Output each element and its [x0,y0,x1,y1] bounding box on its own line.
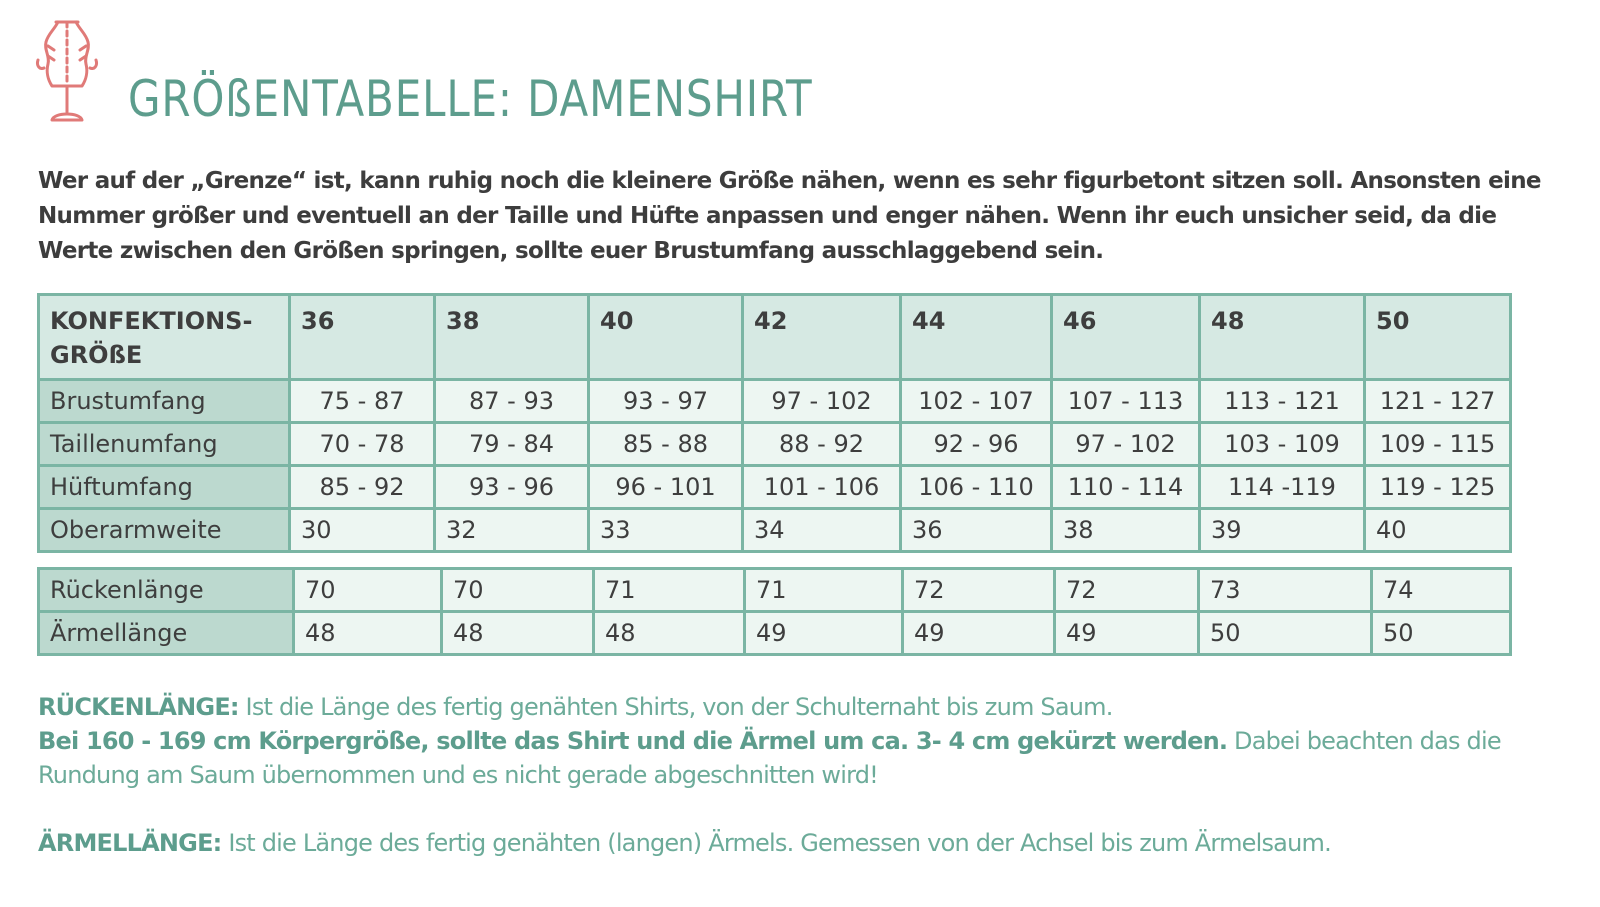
table-cell: 119 - 125 [1365,466,1511,509]
table-cell: 106 - 110 [901,466,1052,509]
note-text: Ist die Länge des fertig genähten (langen) Ärmels. Gemessen von der Achsel bis zum Ärmelsaum. [221,829,1331,857]
table-cell: 71 [594,569,745,612]
table-cell: 34 [743,509,901,552]
size-header-row [39,295,1511,380]
table-cell: 75 - 87 [290,380,435,423]
table-cell: 97 - 102 [1052,423,1200,466]
table-cell: 109 - 115 [1365,423,1511,466]
length-table [37,567,1512,656]
table-cell: 74 [1372,569,1511,612]
note-label: ÄRMELLÄNGE: [38,829,222,857]
table-cell: 102 - 107 [901,380,1052,423]
size-header-label: KONFEKTIONS- GRÖßE [39,295,290,380]
table-cell: 48 [594,612,745,655]
table-cell: 36 [901,509,1052,552]
table-cell: 93 - 97 [589,380,743,423]
table-cell: 48 [294,612,442,655]
table-cell: 93 - 96 [435,466,589,509]
table-cell: 48 [442,612,594,655]
note-koerpergroesse [38,724,1548,792]
table-cell: 70 - 78 [290,423,435,466]
table-cell: 121 - 127 [1365,380,1511,423]
dress-form-icon [34,16,100,128]
table-cell: 85 - 88 [589,423,743,466]
table-row [39,509,1511,552]
table-cell: 30 [290,509,435,552]
note-label: RÜCKENLÄNGE: [38,693,239,721]
table-cell: 73 [1199,569,1372,612]
row-label: Oberarmweite [39,509,290,552]
intro-paragraph: Wer auf der „Grenze“ ist, kann ruhig noch die kleinere Größe nähen, wenn es sehr figurbetont sitzen soll. Ansonsten eine Nummer größer und eventuell an der Taille und Hüfte anpassen und enger nähen. Wenn ihr euch unsicher seid, da die Werte zwischen den Größen springen, sollte euer Brustumfang ausschlaggebend sein. [38,168,1541,264]
table-cell: 40 [1365,509,1511,552]
table-row [39,466,1511,509]
size-header: 38 [435,295,589,380]
row-label: Hüftumfang [39,466,290,509]
size-header: 42 [743,295,901,380]
table-cell: 88 - 92 [743,423,901,466]
size-header: 44 [901,295,1052,380]
row-label: Brustumfang [39,380,290,423]
table-cell: 49 [745,612,903,655]
table-cell: 33 [589,509,743,552]
row-label: Taillenumfang [39,423,290,466]
table-cell: 70 [294,569,442,612]
table-cell: 70 [442,569,594,612]
note-aermellaenge [38,826,1548,860]
table-row [39,380,1511,423]
table-cell: 101 - 106 [743,466,901,509]
table-cell: 113 - 121 [1200,380,1365,423]
table-cell: 103 - 109 [1200,423,1365,466]
size-header: 50 [1365,295,1511,380]
row-label: Rückenlänge [39,569,294,612]
table-cell: 96 - 101 [589,466,743,509]
table-cell: 110 - 114 [1052,466,1200,509]
table-row [39,569,1511,612]
table-cell: 97 - 102 [743,380,901,423]
table-cell: 85 - 92 [290,466,435,509]
size-header: 36 [290,295,435,380]
table-cell: 107 - 113 [1052,380,1200,423]
size-header: 46 [1052,295,1200,380]
size-header: 48 [1200,295,1365,380]
note-rueckenlaenge [38,690,1548,724]
table-cell: 39 [1200,509,1365,552]
table-cell: 72 [1055,569,1199,612]
table-row [39,423,1511,466]
notes-section [38,690,1548,860]
table-cell: 49 [903,612,1055,655]
note-text: Ist die Länge des fertig genähten Shirts, von der Schulternaht bis zum Saum. [238,693,1113,721]
table-cell: 32 [435,509,589,552]
table-cell: 50 [1199,612,1372,655]
table-cell: 114 -119 [1200,466,1365,509]
table-row [39,612,1511,655]
note-bold-text: Bei 160 - 169 cm Körpergröße, sollte das Shirt und die Ärmel um ca. 3- 4 cm gekürzt werden. [38,727,1228,755]
table-cell: 92 - 96 [901,423,1052,466]
size-header: 40 [589,295,743,380]
table-cell: 38 [1052,509,1200,552]
note-text: Dabei beachten das die Rundung am Saum übernommen und es nicht gerade abgeschnitten wird! [38,727,1501,789]
table-cell: 71 [745,569,903,612]
table-cell: 50 [1372,612,1511,655]
table-cell: 72 [903,569,1055,612]
row-label: Ärmellänge [39,612,294,655]
table-cell: 49 [1055,612,1199,655]
table-cell: 87 - 93 [435,380,589,423]
page-title: GRÖßENTABELLE: DAMENSHIRT [128,70,813,128]
size-table [37,293,1512,553]
table-cell: 79 - 84 [435,423,589,466]
